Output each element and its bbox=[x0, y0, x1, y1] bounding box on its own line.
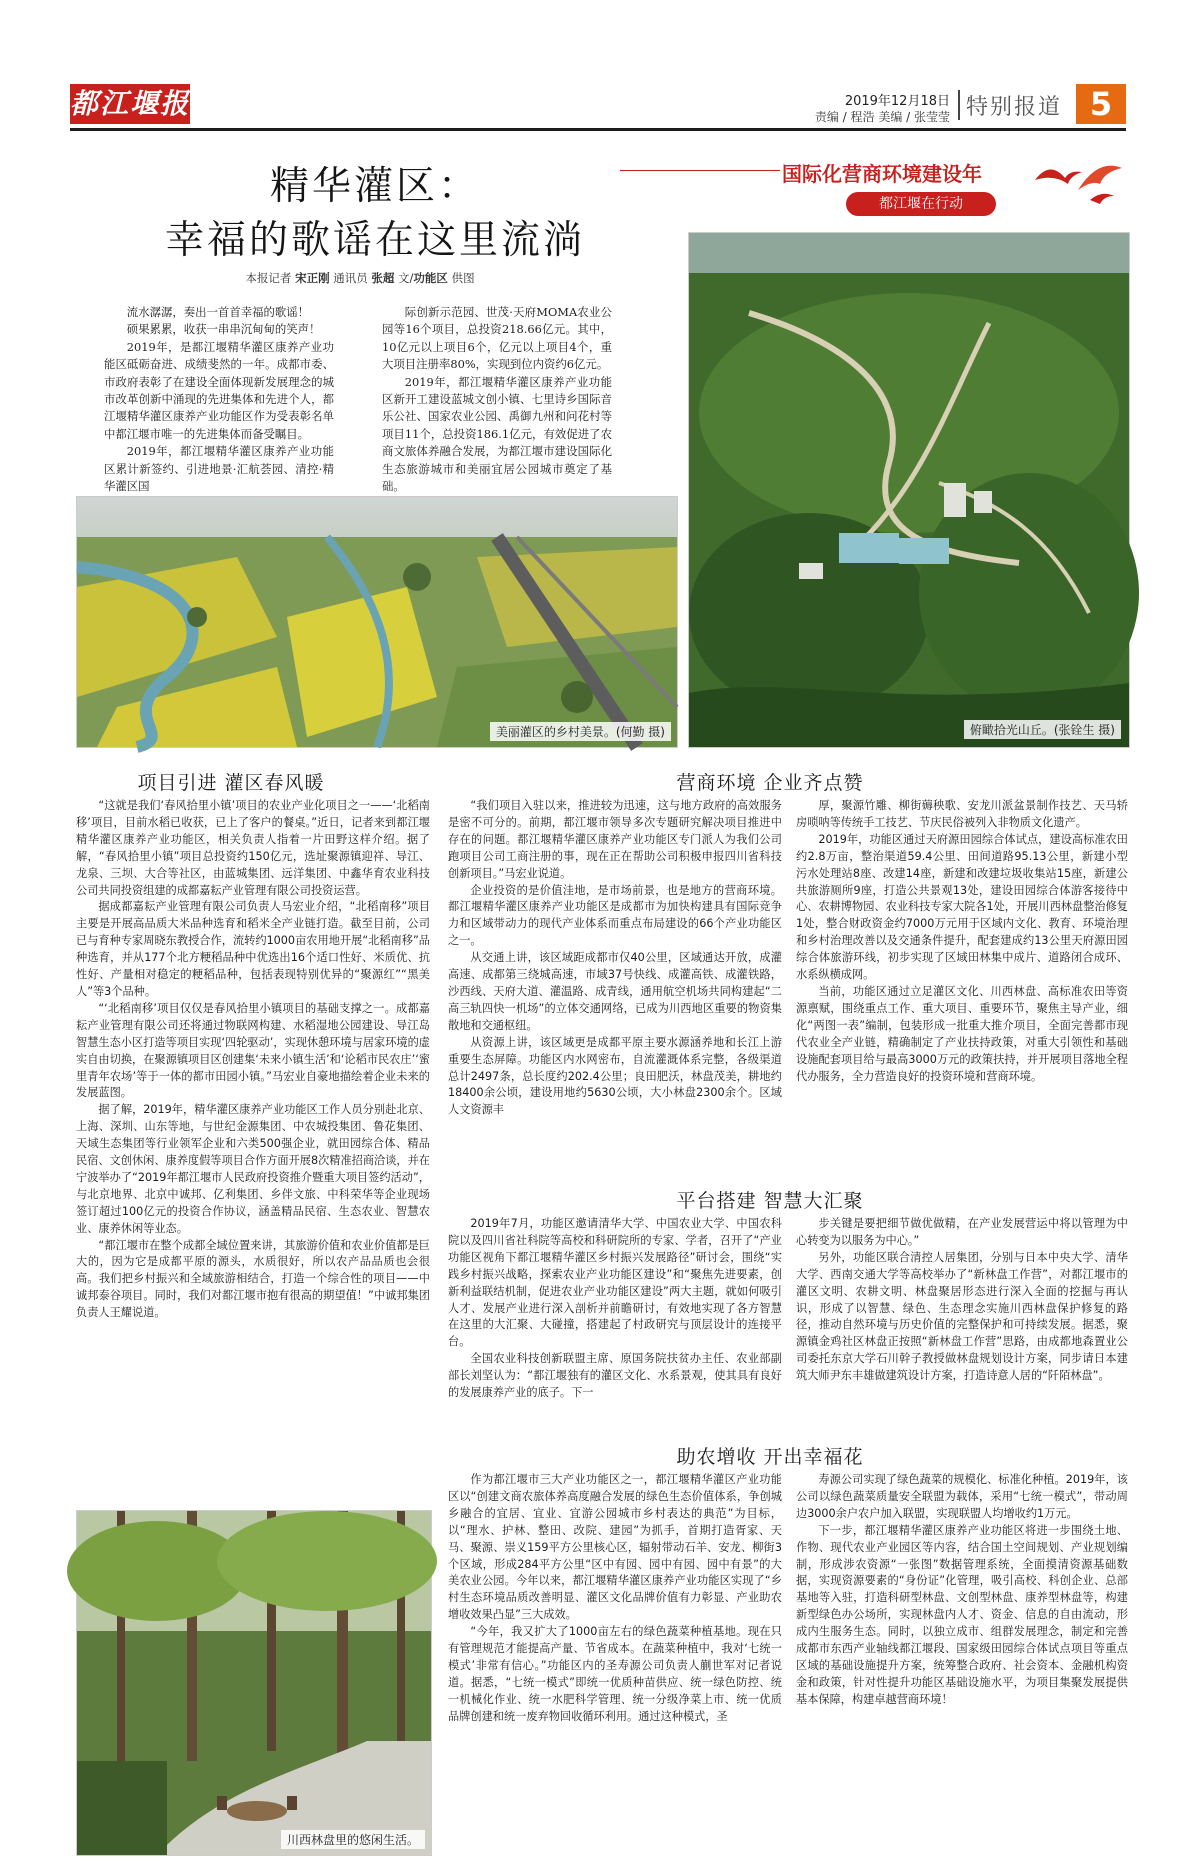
section-title-project: 项目引进 灌区春风暖 bbox=[137, 772, 325, 794]
column-banner-title: 国际化营商环境建设年 bbox=[782, 162, 982, 186]
headline-line-1: 精华灌区： bbox=[269, 164, 480, 209]
column-banner-rule bbox=[620, 170, 780, 171]
section-body-income-col1: 作为都江堰市三大产业功能区之一，都江堰精华灌区产业功能区以“创建文商农旅体养高度融合发展的绿色生态价值体系，争创城乡融合的宜居、宜业、宜游公园城市乡村表达的典范”为目标，以“理水、护林、整田、改院、建园”为抓手，首期打造胥家、天马、聚源、崇义159平方公里核心区，辐射带动石羊、安龙、柳街3个区域，形成284平方公里“区中有园、园中有园、园中有景”的大美农业公园。今年以来，都江堰精华灌区康养产业功能区实现了“乡村生态环境品质改善明显、灌区文化品牌价值有力彰显、产业助农增收效果凸显”三大成效。 “今年，我又扩大了1000亩左右的绿色蔬菜种植基地。现在只有管理规范才能提高产量、节省成本。在蔬菜种植中，我对‘七统一模式’非常有信心。”功能区内的圣寿源公司负责人蒯世军对记者说道。据悉，“七统一模式”即统一优质种苗供应、统一绿色防控、统一机械化作业、统一水肥科学管理、统一分级净菜上市、统一优质品牌创建和统一废弃物回收循环利用。通过这种模式，圣 bbox=[448, 1473, 782, 1723]
photo-hills-aerial bbox=[688, 232, 1130, 748]
intro-column-2: 际创新示范园、世茂·天府MOMA农业公园等16个项目，总投资218.66亿元。其中，10亿元以上项目6个，亿元以上项目4个，重大项目注册率80%，实现到位内资约6亿元。 2019年，都江堰精华灌区康养产业功能区新开工建设蓝城文创小镇、七里诗乡国际音乐公社、国家农业公园、禹御九州和问花村等项目11个，总投资186.1亿元，有效促进了农商文旅体养融合发展，为都江堰市建设国际化生态旅游城市和美丽宜居公园城市奠定了基础。 bbox=[382, 305, 612, 494]
section-title-business: 营商环境 企业齐点赞 bbox=[676, 772, 864, 794]
section-body-platform-col2: 步关键是要把细节做优做精，在产业发展营运中将以管理为中心转变为以服务为中心。” 另外，功能区联合清控人居集团，分别与日本中央大学、清华大学、西南交通大学等高校举办了“新林盘工作营”，对都江堰市的灌区文明、农耕文明、林盘聚居形态进行深入全面的挖掘与再认识，形成了以智慧、绿色、生态理念实施川西林盘保护修复的路径，推动自然环境与历史价值的完整保护和可持续发展。据悉，聚源镇金鸡社区林盘正按照“新林盘工作营”思路，由成都地森置业公司委托东京大学石川幹子教授做林盘规划设计方案，同步请日本建筑大师尹东丰雄做建筑设计方案，打造诗意人居的“阡陌林盘”。 bbox=[796, 1217, 1128, 1383]
photo-caption-hills: 俯瞰拾光山丘。(张铨生 摄) bbox=[964, 720, 1121, 739]
headline bbox=[130, 160, 620, 268]
issue-date: 2019年12月18日 bbox=[844, 94, 950, 109]
section-body-platform-col1: 2019年7月，功能区邀请清华大学、中国农业大学、中国农科院以及四川省社科院等高校和科研院所的专家、学者，召开了“产业功能区视角下都江堰精华灌区乡村振兴发展路径”研讨会，围绕“实践乡村振兴战略，探索农业产业功能区建设”和“聚焦先进要素，创新利益联结机制，促进农业产业功能区建设”两大主题，就如何吸引人才、发展产业进行深入剖析并前瞻研讨，有效地实现了各方智慧在这里的大汇聚、大碰撞，搭建起了村政研究与顶层设计的连接平台。 全国农业科技创新联盟主席、原国务院扶贫办主任、农业部副部长刘坚认为：“都江堰独有的灌区文化、水系景观，使其具有良好的发展康养产业的底子。下一 bbox=[448, 1217, 782, 1400]
page-number: 5 bbox=[1076, 84, 1126, 124]
forest-image bbox=[77, 1511, 431, 1855]
section-body-business-col1: “我们项目入驻以来，推进较为迅速，这与地方政府的高效服务是密不可分的。前期，都江堰市领导多次专题研究解决项目推进中存在的问题。都江堰精华灌区康养产业功能区专门派人为我们公司跑项目公司工商注册的事，现在正在帮助公司积极申报四川省科技创新项目。”马宏业说道。 企业投资的是价值洼地，是市场前景，也是地方的营商环境。都江堰精华灌区康养产业功能区是成都市为加快构建具有国际竞争力和区域带动力的现代产业体系而重点布局建设的66个产业功能区之一。 从交通上讲，该区域距成都市仅40公里，区域通达开放，成灌高速、成都第三绕城高速，市域37号快线、成灌高铁、成灌铁路，沙西线、天府大道、灌温路、成青线，通用航空机场共同构建起“二高三轨四快一机场”的立体交通网络，已成为川西地区重要的物资集散地和交通枢纽。 从资源上讲，该区域更是成都平原主要水源涵养地和长江上游重要生态屏障。功能区内水网密布，自流灌溉体系完整，各级渠道总计2497条，总长度约202.4公里；良田肥沃，林盘茂美，耕地约18400余公顷，建设用地约5630公顷，大小林盘2300余个。区域人文资源丰 bbox=[448, 799, 782, 1117]
photo-aerial-fields bbox=[76, 496, 678, 748]
headline-line-2: 幸福的歌谣在这里流淌 bbox=[164, 218, 585, 263]
section-body-business-col2: 厚，聚源竹雕、柳街薅秧歌、安龙川派盆景制作技艺、天马轿房唢呐等传统手工技艺、节庆民俗被列入非物质文化遗产。 2019年，功能区通过天府源田园综合体试点，建设高标准农田约2.8万亩，整治渠道59.4公里、田间道路95.13公里，新建小型污水处理站8座、改建14座，新建和改建垃圾收集站15座，新建公共旅游厕所9座，打造公共景观13处，建设田园综合体游客接待中心、农耕博物园、农业科技专家大院各1处，开展川西林盘整治修复1处，整合财政资金约7000万元用于区域内文化、教育、环境治理和乡村治理改善以及交通条件提升，配套建成约13公里天府源田园综合体旅游环线，初步实现了区域田林集中成片、道路闭合成环、水系纵横成网。 当前，功能区通过立足灌区文化、川西林盘、高标准农田等资源禀赋，围绕重点工作、重大项目、重要环节，聚焦主导产业，细化“两图一表”编制，包装形成一批重大推介项目，全面完善都市现代农业全产业链，精确制定了产业扶持政策，对重大引领性和基础设施配套项目给与最高3000万元的政策扶持，并开展项目落地全程代办服务，全力营造良好的投资环境和营商环境。 bbox=[796, 799, 1128, 1083]
byline: 本报记者 宋正刚 通讯员 张超 文/功能区 供图 bbox=[245, 271, 475, 285]
section-body-project: “这就是我们‘春风拾里小镇’项目的农业产业化项目之一——‘北稻南移’项目，目前水稻已收获，已上了客户的餐桌。”近日，记者来到都江堰精华灌区康养产业功能区，相关负责人指着一片田野这样介绍。据了解，“春风拾里小镇”项目总投资约150亿元，选址聚源镇迎祥、导江、龙泉、三坝、大合等社区，由蓝城集团、远洋集团、中鑫华育农业科技公司共同投资组建的成都嘉耘产业管理有限公司投资运营。 据成都嘉耘产业管理有限公司负责人马宏业介绍，“北稻南移”项目主要是开展高品质大米品种选育和稻米全产业链打造。截至目前，公司已与育种专家周晓东教授合作，流转约1000亩农用地开展“北稻南移”品种选育，并从177个北方粳稻品种中优选出16个适口性好、米质优、抗性好、产量相对稳定的粳稻品种，包括表现特别优异的“聚源红”“黑美人”等3个品种。 “‘北稻南移’项目仅仅是春风拾里小镇项目的基础支撑之一。成都嘉耘产业管理有限公司还将通过物联网构建、水稻湿地公园建设、导江岛智慧生态小区打造等项目实现‘四轮驱动’，实现休憩环境与居家环境的虚实自由切换，在聚源镇项目区创建集‘未来小镇生活’和‘论稻市民农庄’‘蜜里青年农场’等于一体的都市田园小镇。”马宏业自豪地描绘着企业未来的发展蓝图。 据了解，2019年，精华灌区康养产业功能区工作人员分别赴北京、上海、深圳、山东等地，与世纪金源集团、中农城投集团、鲁花集团、天域生态集团等行业领军企业和六类500强企业，就田园综合体、精品民宿、文创休闲、康养度假等项目合作方面开展8次精准招商洽谈，并在宁波举办了“2019年都江堰市人民政府投资推介暨重大项目签约活动”，与北京地界、北京中诚邦、亿利集团、乡伴文旅、中科荣华等企业现场签订超过100亿元的投资合作协议，涵盖精品民宿、生态农业、智慧农业、康养休闲等业态。 “都江堰市在整个成都全域位置来讲，其旅游价值和农业价值都是巨大的，因为它是成都平原的源头，水质很好，所以农产品品质也会很高。我们把乡村振兴和全域旅游相结合，打造一个综合性的项目——中诚邦泰谷项目。同时，我们对都江堰市抱有很高的期望值！”中诚邦集团负责人王耀说道。 bbox=[76, 799, 430, 1320]
photo-caption-aerial: 美丽灌区的乡村美景。(何勤 摄) bbox=[490, 722, 671, 741]
section-name: 特别报道 bbox=[966, 95, 1063, 120]
editors-credit: 责编 / 程浩 美编 / 张莹莹 bbox=[814, 110, 950, 124]
section-title-income: 助农增收 开出幸福花 bbox=[676, 1446, 864, 1468]
masthead-logo: 都江堰报 bbox=[70, 84, 190, 124]
column-banner-subtitle: 都江堰在行动 bbox=[846, 192, 996, 216]
hills-image bbox=[689, 233, 1129, 747]
intro-column-1: 流水潺潺，奏出一首首幸福的歌谣！ 硕果累累，收获一串串沉甸甸的笑声！ 2019年，是都江堰精华灌区康养产业功能区砥砺奋进、成绩斐然的一年。成都市委、市政府表彰了在建设全面体现新发展理念的城市改革创新中涌现的先进集体和先进个人，都江堰精华灌区康养产业功能区作为受表彰名单中都江堰市唯一的先进集体而备受瞩目。 2019年，都江堰精华灌区康养产业功能区累计新签约、引进地景·汇航荟园、清控·精华灌区国 bbox=[104, 305, 334, 494]
birds-icon bbox=[1030, 150, 1130, 210]
section-body-income-col2: 寿源公司实现了绿色蔬菜的规模化、标准化种植。2019年，该公司以绿色蔬菜质量安全联盟为载体，采用“七统一模式”，带动周边3000余户农户加入联盟，实现联盟人均增收约1万元。 下一步，都江堰精华灌区康养产业功能区将进一步围绕土地、作物、现代农业产业园区等内容，结合国土空间规划、产业规划编制，形成涉农资源“一张图”数据管理系统，全面摸清资源基础数据，实现资源要素的“身份证”化管理，吸引高校、科创企业、总部基地等入驻，打造科研型林盘、文创型林盘、康养型林盘等，构建新型绿色办公场所，实现林盘内人才、资金、信息的自由流动，形成内生服务生态。同时，以独立成市、组群发展理念，制定和完善成都市东西产业轴线都江堰段、国家级田园综合体试点项目等重点区域的基础设施提升方案，统筹整合政府、社会资本、金融机构资金和政策，针对性提升功能区基础设施水平，为项目集聚发展提供基本保障，构建卓越营商环境！ bbox=[796, 1473, 1128, 1706]
header-divider bbox=[958, 90, 960, 120]
photo-forest-linpan bbox=[76, 1510, 432, 1856]
section-title-platform: 平台搭建 智慧大汇聚 bbox=[676, 1190, 864, 1212]
header-rule bbox=[70, 128, 1126, 131]
aerial-fields-image bbox=[77, 497, 677, 747]
photo-caption-forest: 川西林盘里的悠闲生活。 bbox=[281, 1830, 425, 1849]
